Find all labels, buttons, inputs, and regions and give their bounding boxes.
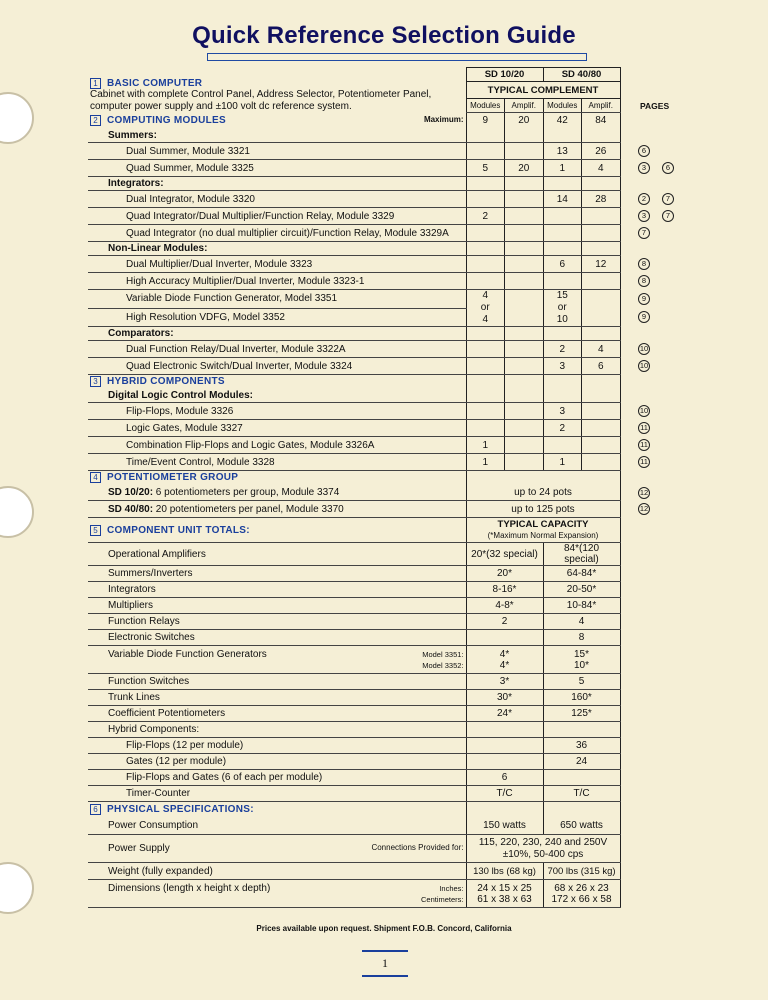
title-wrap <box>0 22 768 50</box>
table-row: Logic Gates, Module 3327 2 <box>88 420 620 437</box>
table-row: Variable Diode Function Generators Model 3351: Model 3352: 4* 4* 15* 10* <box>88 646 620 674</box>
max-value: 42 <box>543 113 582 129</box>
row-label: Dual Multiplier/Dual Inverter, Module 3323 <box>88 256 466 273</box>
table-row <box>88 290 620 309</box>
row-label: Combination Flip-Flops and Logic Gates, Module 3326A <box>88 437 466 454</box>
table-row <box>88 273 620 290</box>
header-sd1020: SD 10/20 <box>466 68 543 82</box>
table-row: Flip-Flops and Gates (6 of each per module) 6 <box>88 770 620 786</box>
maximum-label: Maximum: <box>423 115 464 125</box>
section-potentiometer-group <box>88 471 466 485</box>
table-row: Flip-Flops, Module 3326 3 <box>88 403 620 420</box>
page-ref-circle: 10 <box>639 406 649 416</box>
header-typical-complement: TYPICAL COMPLEMENT <box>466 82 620 98</box>
table-row: Integrators 8-16* 20-50* <box>88 582 620 598</box>
punch-hole <box>0 92 34 144</box>
subhead-nonlinear: Non-Linear Modules: <box>88 242 466 256</box>
page-ref-circle: 8 <box>638 258 650 270</box>
table-row: Dual Function Relay/Dual Inverter, Module 3322A 2 4 <box>88 341 620 358</box>
row-label: Dual Summer, Module 3321 <box>88 143 466 160</box>
table-row <box>88 225 620 242</box>
section-number: 2 <box>90 115 101 126</box>
page-ref-circle: 2 <box>638 193 650 205</box>
table-row: Timer-Counter T/C T/C <box>88 786 620 802</box>
section-physical-specs <box>88 802 466 818</box>
row-label: Variable Diode Function Generator, Model 3351 <box>88 290 466 309</box>
table-row: Quad Integrator/Dual Multiplier/Function Relay, Module 3329 2 <box>88 208 620 225</box>
section-title: COMPUTING MODULES <box>107 115 226 127</box>
section-number: 3 <box>90 376 101 387</box>
section-computing-modules <box>88 113 466 129</box>
page-ref-circle: 9 <box>638 311 650 323</box>
table-row: Electronic Switches 8 <box>88 630 620 646</box>
table-row: Function Switches 3* 5 <box>88 674 620 690</box>
table-row: Dual Multiplier/Dual Inverter, Module 3323 6 12 <box>88 256 620 273</box>
table-row: Power Supply Connections Provided for: 115, 220, 230, 240 and 250V ±10%, 50-400 cps <box>88 835 620 863</box>
table-row: Dual Integrator, Module 3320 14 28 <box>88 191 620 208</box>
header-modules: Modules <box>466 98 505 112</box>
row-label: Power Supply Connections Provided for: <box>88 835 466 863</box>
header-typical-capacity: TYPICAL CAPACITY (*Maximum Normal Expansion) <box>466 518 620 543</box>
header-sd4080: SD 40/80 <box>543 68 620 82</box>
table-row: Quad Electronic Switch/Dual Inverter, Module 3324 3 6 <box>88 358 620 375</box>
page-ref-circle: 7 <box>662 193 674 205</box>
page-number-block <box>362 950 408 977</box>
vdfg-sd1020-modules: 4 or 4 <box>466 290 505 327</box>
row-label: SD 10/20: 6 potentiometers per group, Module 3374 <box>88 485 466 501</box>
table-row: Hybrid Components: <box>88 722 620 738</box>
page-ref-circle: 11 <box>638 439 650 451</box>
row-label: Flip-Flops, Module 3326 <box>88 403 466 420</box>
table-row: Summers/Inverters 20* 64-84* <box>88 566 620 582</box>
page-ref-circle: 12 <box>639 504 649 514</box>
page-ref-circle: 3 <box>638 162 650 174</box>
page-ref-circle: 9 <box>638 293 650 305</box>
page-ref-circle: 11 <box>638 422 650 434</box>
row-label: Dual Integrator, Module 3320 <box>88 191 466 208</box>
subhead-comparators: Comparators: <box>88 327 466 341</box>
row-label: SD 40/80: 20 potentiometers per panel, Module 3370 <box>88 501 466 518</box>
table-row: Weight (fully expanded) 130 lbs (68 kg) 700 lbs (315 kg) <box>88 863 620 880</box>
section-component-totals <box>88 518 466 543</box>
row-label: Dual Function Relay/Dual Inverter, Module 3322A <box>88 341 466 358</box>
table-row: Time/Event Control, Module 3328 1 1 <box>88 454 620 471</box>
pages-label: PAGES <box>640 101 670 111</box>
row-label: Time/Event Control, Module 3328 <box>88 454 466 471</box>
table-row: Function Relays 2 4 <box>88 614 620 630</box>
vdfg-sd4080-modules: 15 or 10 <box>543 290 582 327</box>
row-label: Quad Electronic Switch/Dual Inverter, Module 3324 <box>88 358 466 375</box>
header-amplif: Amplif. <box>582 98 621 112</box>
row-label: High Accuracy Multiplier/Dual Inverter, Module 3323-1 <box>88 273 466 290</box>
punch-hole <box>0 862 34 914</box>
page-ref-circle: 10 <box>639 344 649 354</box>
table-row: Combination Flip-Flops and Logic Gates, Module 3326A 1 <box>88 437 620 454</box>
section-number: 5 <box>90 525 101 536</box>
page-title: Quick Reference Selection Guide <box>192 22 576 49</box>
page-ref-circle: 12 <box>639 487 649 497</box>
section-number: 6 <box>90 804 101 815</box>
page-ref-circle: 6 <box>638 145 650 157</box>
section-hybrid-components <box>88 375 466 389</box>
row-label: Quad Integrator (no dual multiplier circuit)/Function Relay, Module 3329A <box>88 225 466 242</box>
section-number: 1 <box>90 78 101 89</box>
reference-table <box>88 67 621 908</box>
row-label: Quad Integrator/Dual Multiplier/Function Relay, Module 3329 <box>88 208 466 225</box>
page-ref-circle: 10 <box>639 361 649 371</box>
punch-hole <box>0 486 34 538</box>
max-value: 84 <box>582 113 621 129</box>
table-row: SD 40/80: 20 potentiometers per panel, Module 3370 up to 125 pots <box>88 501 620 518</box>
section-number: 4 <box>90 472 101 483</box>
subhead-integrators: Integrators: <box>88 177 466 191</box>
page-ref-circle: 3 <box>638 210 650 222</box>
row-label: Variable Diode Function Generators Model 3351: Model 3352: <box>88 646 466 674</box>
section-title: BASIC COMPUTER <box>107 77 203 89</box>
subhead-digital-logic: Digital Logic Control Modules: <box>88 389 466 403</box>
footer-note: Prices available upon request. Shipment F.O.B. Concord, California <box>256 924 512 933</box>
table-row: Multipliers 4-8* 10-84* <box>88 598 620 614</box>
page-ref-circle: 7 <box>662 210 674 222</box>
section-title: PHYSICAL SPECIFICATIONS: <box>107 804 254 816</box>
subhead-summers: Summers: <box>88 129 466 143</box>
max-value: 20 <box>505 113 544 129</box>
page-ref-circle: 11 <box>638 456 650 468</box>
header-modules: Modules <box>543 98 582 112</box>
page-number: 1 <box>382 956 388 970</box>
row-label: Logic Gates, Module 3327 <box>88 420 466 437</box>
section-description: Cabinet with complete Control Panel, Address Selector, Potentiometer Panel, computer power supply and ±100 volt dc reference system. <box>90 88 432 112</box>
table-row: Trunk Lines 30* 160* <box>88 690 620 706</box>
table-row: Quad Summer, Module 3325 5 20 1 4 <box>88 160 620 177</box>
table-row: Dual Summer, Module 3321 13 26 <box>88 143 620 160</box>
page-ref-circle: 6 <box>662 162 674 174</box>
section-title: HYBRID COMPONENTS <box>107 376 225 388</box>
table-row: Operational Amplifiers 20*(32 special) 84*(120 special) <box>88 543 620 566</box>
page-ref-circle: 8 <box>638 275 650 287</box>
row-label: Quad Summer, Module 3325 <box>88 160 466 177</box>
header-amplif: Amplif. <box>505 98 544 112</box>
row-label: Dimensions (length x height x depth) Inches: Centimeters: <box>88 880 466 908</box>
section-title: COMPONENT UNIT TOTALS: <box>107 524 250 536</box>
table-row: SD 10/20: 6 potentiometers per group, Module 3374 up to 24 pots <box>88 485 620 501</box>
section-basic-computer <box>88 68 466 113</box>
table-row: Flip-Flops (12 per module) 36 <box>88 738 620 754</box>
section-title: POTENTIOMETER GROUP <box>107 472 239 484</box>
table-row: Power Consumption 150 watts 650 watts <box>88 818 620 835</box>
title-underline <box>207 53 587 61</box>
table-row: Gates (12 per module) 24 <box>88 754 620 770</box>
max-value: 9 <box>466 113 505 129</box>
row-label: High Resolution VDFG, Model 3352 <box>88 308 466 327</box>
table-row: Coefficient Potentiometers 24* 125* <box>88 706 620 722</box>
table-row: Dimensions (length x height x depth) Inches: Centimeters: 24 x 15 x 25 61 x 38 x 63 68 x 26 x 23 172 x 66 x 58 <box>88 880 620 908</box>
page-ref-circle: 7 <box>638 227 650 239</box>
